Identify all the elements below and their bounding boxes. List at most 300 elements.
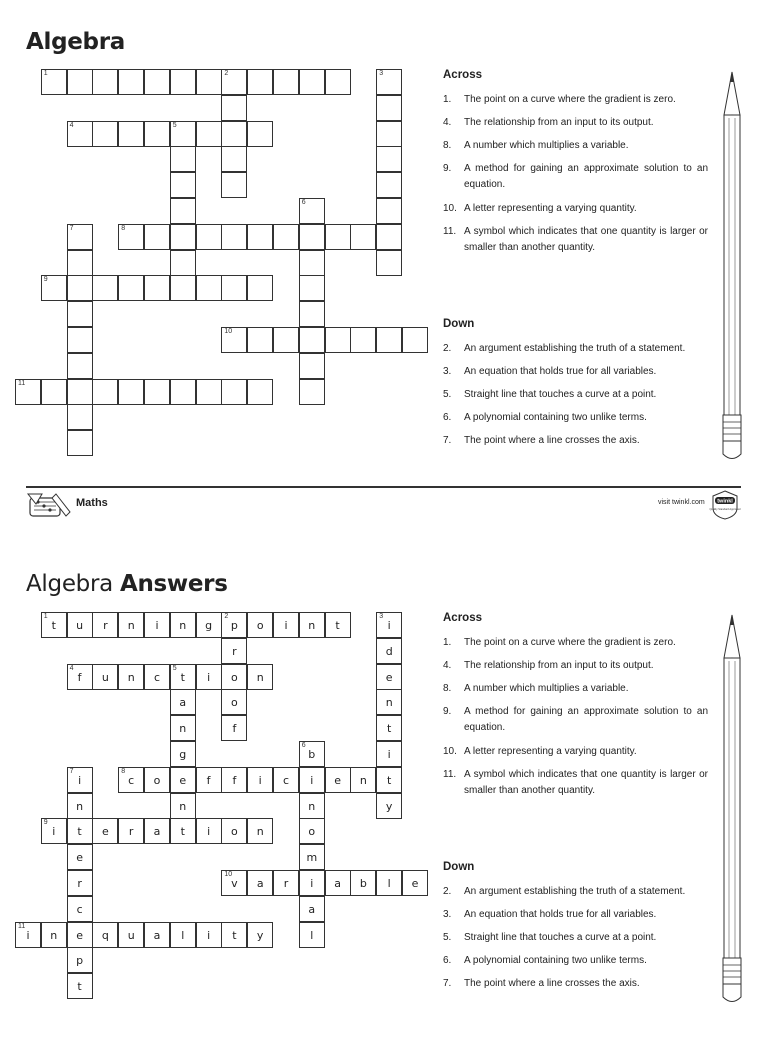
answer-letter: n	[179, 619, 187, 632]
answer-letter: i	[52, 825, 56, 839]
answer-letter: n	[308, 619, 316, 632]
clue-text: The relationship from an input to its output.	[464, 660, 654, 671]
clue-number: 9	[43, 276, 48, 284]
grid-cell	[376, 664, 402, 690]
down-clue	[443, 907, 708, 923]
across-clue	[443, 161, 708, 193]
clue-num: 1.	[443, 94, 452, 105]
answer-letter: t	[232, 928, 237, 942]
grid-cell[interactable]	[196, 121, 222, 147]
grid-cell	[67, 767, 93, 793]
grid-cell[interactable]	[67, 121, 93, 147]
answer-letter: n	[127, 619, 135, 632]
grid-cell	[118, 767, 144, 793]
grid-cell[interactable]	[196, 69, 222, 95]
answer-letter: n	[179, 799, 187, 813]
grid-cell	[196, 664, 222, 690]
grid-cell	[273, 767, 299, 793]
grid-cell[interactable]	[67, 301, 93, 327]
grid-cell[interactable]	[402, 327, 428, 353]
down-heading: Down	[443, 861, 475, 873]
grid-cell[interactable]	[247, 121, 273, 147]
clue-num: 9.	[443, 163, 452, 174]
clue-text: An equation that holds true for all variables.	[464, 909, 657, 920]
grid-cell[interactable]	[170, 121, 196, 147]
across-clue	[443, 115, 708, 131]
clue-number: 11	[18, 379, 26, 387]
grid-cell	[221, 870, 247, 896]
grid-cell[interactable]	[273, 327, 299, 353]
clue-text: Straight line that touches a curve at a point.	[464, 389, 657, 400]
down-clue	[443, 387, 708, 403]
badge-text: twinkl	[717, 498, 733, 505]
grid-cell[interactable]	[118, 275, 144, 301]
down-clue	[443, 410, 708, 426]
answer-letter: e	[76, 928, 83, 942]
grid-cell[interactable]	[376, 121, 402, 147]
grid-cell[interactable]	[15, 379, 41, 405]
grid-cell	[376, 741, 402, 767]
grid-cell[interactable]	[170, 146, 196, 172]
grid-cell[interactable]	[221, 275, 247, 301]
grid-cell	[170, 818, 196, 844]
grid-cell	[221, 689, 247, 715]
grid-cell[interactable]	[299, 275, 325, 301]
clue-number: 1	[43, 613, 48, 620]
clue-num: 6.	[443, 412, 452, 423]
grid-cell[interactable]	[221, 172, 247, 198]
clues-panel	[443, 69, 713, 459]
answer-letter: a	[179, 696, 187, 710]
answer-letter: r	[128, 825, 134, 839]
clue-number: 6	[301, 199, 306, 206]
twinkl-badge-icon	[709, 490, 741, 520]
clue-text: The relationship from an input to its output.	[464, 117, 654, 128]
grid-cell[interactable]	[376, 69, 402, 95]
grid-cell	[221, 612, 247, 638]
across-clue	[443, 635, 708, 651]
answer-letter: i	[207, 928, 211, 942]
answer-letter: i	[310, 773, 314, 787]
answer-letter: c	[282, 773, 290, 787]
grid-cell[interactable]	[247, 224, 273, 250]
grid-cell	[299, 870, 325, 896]
grid-cell[interactable]	[376, 224, 402, 250]
answer-letter: t	[335, 619, 340, 632]
subject-label: Maths	[76, 497, 108, 509]
grid-cell[interactable]	[170, 172, 196, 198]
clue-number: 2	[224, 70, 229, 77]
answer-letter: o	[231, 670, 238, 684]
grid-cell[interactable]	[67, 69, 93, 95]
grid-cell[interactable]	[41, 275, 67, 301]
grid-cell[interactable]	[144, 69, 170, 95]
grid-cell[interactable]	[325, 224, 351, 250]
clue-number: 4	[69, 664, 74, 672]
grid-cell	[299, 844, 325, 870]
grid-cell	[67, 818, 93, 844]
grid-cell	[299, 818, 325, 844]
clue-text: A letter representing a varying quantity.	[464, 746, 637, 757]
grid-cell	[350, 870, 376, 896]
grid-cell	[247, 767, 273, 793]
answer-letter: e	[76, 851, 83, 865]
grid-cell	[92, 612, 118, 638]
grid-cell	[299, 896, 325, 922]
grid-cell	[67, 793, 93, 819]
answer-letter: a	[153, 928, 161, 942]
answer-letter: c	[76, 902, 83, 916]
grid-cell	[67, 922, 93, 948]
grid-cell[interactable]	[67, 430, 93, 456]
maths-tools-icon	[26, 490, 72, 520]
grid-cell[interactable]	[221, 379, 247, 405]
grid-cell[interactable]	[299, 224, 325, 250]
pencil-icon	[718, 70, 746, 465]
grid-cell[interactable]	[67, 379, 93, 405]
answer-letter: b	[308, 748, 316, 761]
pencil-icon-answers	[718, 613, 746, 1008]
down-clue	[443, 364, 708, 380]
clue-number: 1	[43, 70, 48, 77]
grid-cell[interactable]	[67, 250, 93, 276]
grid-cell	[144, 922, 170, 948]
answer-letter: r	[77, 877, 82, 890]
answer-letter: n	[256, 825, 264, 839]
answer-letter: i	[284, 619, 288, 632]
clues-panel-answers	[443, 612, 713, 1002]
grid-cell	[144, 664, 170, 690]
answer-letter: o	[153, 773, 161, 787]
grid-cell[interactable]	[299, 250, 325, 276]
clue-num: 2.	[443, 886, 452, 897]
across-clue	[443, 744, 708, 760]
clue-text: The point on a curve where the gradient is zero.	[464, 637, 676, 648]
grid-cell	[273, 612, 299, 638]
clue-text: Straight line that touches a curve at a point.	[464, 932, 657, 943]
answer-letter: c	[128, 773, 135, 787]
page-footer	[0, 486, 768, 526]
grid-cell[interactable]	[350, 327, 376, 353]
grid-cell	[299, 612, 325, 638]
grid-cell[interactable]	[41, 379, 67, 405]
grid-cell	[67, 870, 93, 896]
clue-num: 9.	[443, 706, 452, 717]
grid-cell[interactable]	[118, 69, 144, 95]
answer-letter: i	[310, 877, 314, 890]
clue-num: 2.	[443, 343, 452, 354]
grid-cell	[92, 818, 118, 844]
clue-num: 8.	[443, 140, 452, 151]
visit-link[interactable]: visit twinkl.com	[658, 499, 705, 506]
grid-cell[interactable]	[144, 275, 170, 301]
clue-number: 6	[301, 742, 306, 749]
clue-text: The point where a line crosses the axis.	[464, 435, 640, 446]
answer-letter: e	[334, 773, 341, 787]
answer-letter: r	[283, 877, 289, 890]
grid-cell[interactable]	[92, 379, 118, 405]
across-clue	[443, 92, 708, 108]
grid-cell[interactable]	[144, 379, 170, 405]
grid-cell[interactable]	[376, 95, 402, 121]
grid-cell	[376, 870, 402, 896]
clue-number: 11	[18, 922, 26, 930]
grid-cell[interactable]	[221, 69, 247, 95]
clue-num: 7.	[443, 435, 452, 446]
grid-cell[interactable]	[221, 146, 247, 172]
grid-cell[interactable]	[376, 250, 402, 276]
answer-letter: p	[230, 619, 238, 632]
clue-num: 11.	[443, 226, 457, 237]
grid-cell	[92, 922, 118, 948]
grid-cell[interactable]	[67, 353, 93, 379]
grid-cell	[376, 715, 402, 741]
clue-text: A method for gaining an approximate solution to an equation.	[464, 706, 708, 733]
clue-num: 5.	[443, 389, 452, 400]
grid-cell[interactable]	[170, 379, 196, 405]
clue-num: 4.	[443, 660, 452, 671]
grid-cell[interactable]	[92, 69, 118, 95]
answer-letter: g	[179, 748, 187, 761]
grid-cell	[196, 818, 222, 844]
answer-letter: f	[232, 722, 237, 736]
answer-letter: i	[258, 773, 262, 787]
answer-letter: a	[308, 902, 316, 916]
grid-cell	[402, 870, 428, 896]
grid-cell	[221, 767, 247, 793]
grid-cell[interactable]	[221, 224, 247, 250]
grid-cell[interactable]	[144, 224, 170, 250]
grid-cell	[170, 767, 196, 793]
grid-cell[interactable]	[170, 198, 196, 224]
answer-letter: p	[76, 954, 84, 968]
grid-cell[interactable]	[376, 172, 402, 198]
grid-cell[interactable]	[376, 146, 402, 172]
clue-num: 10.	[443, 203, 457, 214]
grid-cell	[67, 612, 93, 638]
grid-cell[interactable]	[118, 379, 144, 405]
answer-letter: n	[76, 799, 84, 813]
clue-text: An argument establishing the truth of a statement.	[464, 343, 686, 354]
grid-cell[interactable]	[376, 327, 402, 353]
clue-number: 5	[172, 121, 177, 129]
grid-cell[interactable]	[196, 224, 222, 250]
grid-cell[interactable]	[118, 121, 144, 147]
answer-letter: t	[77, 825, 82, 839]
worksheet-title: Algebra	[26, 29, 125, 55]
grid-cell[interactable]	[221, 327, 247, 353]
grid-cell	[170, 922, 196, 948]
clue-num: 4.	[443, 117, 452, 128]
answer-letter: n	[359, 773, 367, 787]
grid-cell[interactable]	[273, 69, 299, 95]
answer-letter: a	[153, 825, 161, 839]
grid-cell	[325, 870, 351, 896]
answer-letter: y	[256, 928, 264, 942]
answer-letter: n	[179, 722, 187, 736]
clue-number: 3	[379, 613, 384, 620]
across-clue	[443, 138, 708, 154]
clue-text: A number which multiplies a variable.	[464, 140, 629, 151]
grid-cell[interactable]	[299, 353, 325, 379]
answer-letter: d	[385, 644, 393, 658]
answer-letter: i	[155, 619, 159, 632]
grid-cell[interactable]	[325, 69, 351, 95]
grid-cell[interactable]	[299, 301, 325, 327]
clue-num: 6.	[443, 955, 452, 966]
grid-cell	[247, 870, 273, 896]
grid-cell	[221, 664, 247, 690]
grid-cell[interactable]	[118, 224, 144, 250]
answer-letter: y	[385, 799, 393, 813]
clue-text: A symbol which indicates that one quantity is larger or smaller than another quantity.	[464, 769, 708, 796]
answer-letter: n	[256, 670, 264, 684]
answer-letter: i	[387, 619, 391, 632]
answer-letter: i	[207, 670, 211, 684]
clue-text: A polynomial containing two unlike terms.	[464, 955, 647, 966]
grid-cell	[144, 818, 170, 844]
grid-cell[interactable]	[92, 275, 118, 301]
clue-num: 11.	[443, 769, 457, 780]
clue-num: 7.	[443, 978, 452, 989]
across-clue	[443, 767, 708, 799]
grid-cell	[67, 844, 93, 870]
grid-cell[interactable]	[196, 275, 222, 301]
clue-num: 1.	[443, 637, 452, 648]
across-heading: Across	[443, 69, 482, 81]
down-clue	[443, 976, 708, 992]
grid-cell	[247, 612, 273, 638]
grid-cell	[67, 664, 93, 690]
grid-cell[interactable]	[170, 275, 196, 301]
grid-cell[interactable]	[376, 198, 402, 224]
grid-cell[interactable]	[221, 121, 247, 147]
grid-cell[interactable]	[247, 379, 273, 405]
grid-cell	[118, 922, 144, 948]
down-clue	[443, 433, 708, 449]
grid-cell[interactable]	[299, 379, 325, 405]
grid-cell	[170, 664, 196, 690]
answer-letter: t	[77, 980, 82, 994]
answer-letter: f	[77, 670, 82, 684]
answer-letter: t	[387, 722, 392, 736]
clue-text: A letter representing a varying quantity.	[464, 203, 637, 214]
grid-cell	[170, 793, 196, 819]
grid-cell[interactable]	[144, 121, 170, 147]
clue-num: 8.	[443, 683, 452, 694]
grid-cell[interactable]	[170, 224, 196, 250]
grid-cell	[196, 922, 222, 948]
answer-letter: n	[308, 799, 316, 813]
grid-cell	[350, 767, 376, 793]
clue-num: 3.	[443, 909, 452, 920]
answer-letter: r	[103, 619, 108, 632]
clue-text: The point where a line crosses the axis.	[464, 978, 640, 989]
clue-number: 2	[224, 613, 229, 620]
clue-text: An equation that holds true for all variables.	[464, 366, 657, 377]
grid-cell	[170, 715, 196, 741]
clue-num: 10.	[443, 746, 457, 757]
grid-cell[interactable]	[247, 69, 273, 95]
grid-cell	[221, 818, 247, 844]
answer-letter: g	[205, 619, 213, 632]
clue-number: 8	[121, 767, 126, 775]
grid-cell	[273, 870, 299, 896]
grid-cell	[376, 638, 402, 664]
grid-cell	[376, 689, 402, 715]
grid-cell[interactable]	[299, 327, 325, 353]
grid-cell	[299, 767, 325, 793]
answer-letter: l	[310, 928, 314, 942]
badge-sub-text: Quality Standard Approved	[709, 508, 741, 511]
grid-cell[interactable]	[41, 69, 67, 95]
grid-cell	[376, 793, 402, 819]
grid-cell	[221, 922, 247, 948]
grid-cell[interactable]	[67, 224, 93, 250]
grid-cell	[118, 664, 144, 690]
grid-cell[interactable]	[299, 69, 325, 95]
grid-cell	[41, 818, 67, 844]
grid-cell	[299, 741, 325, 767]
grid-cell[interactable]	[67, 404, 93, 430]
clue-text: A polynomial containing two unlike terms.	[464, 412, 647, 423]
answer-letter: e	[385, 670, 393, 684]
clue-num: 5.	[443, 932, 452, 943]
grid-cell	[92, 664, 118, 690]
grid-cell	[170, 741, 196, 767]
grid-cell	[221, 638, 247, 664]
clue-num: 3.	[443, 366, 452, 377]
answer-letter: i	[26, 928, 30, 942]
clue-number: 7	[69, 767, 74, 775]
grid-cell[interactable]	[196, 379, 222, 405]
across-clue	[443, 201, 708, 217]
down-clue	[443, 930, 708, 946]
grid-cell[interactable]	[247, 327, 273, 353]
grid-cell[interactable]	[325, 327, 351, 353]
grid-cell[interactable]	[67, 327, 93, 353]
grid-cell[interactable]	[350, 224, 376, 250]
answer-letter: m	[306, 851, 318, 865]
answer-letter: n	[50, 928, 58, 942]
grid-cell[interactable]	[299, 198, 325, 224]
answer-letter: i	[78, 773, 82, 787]
grid-cell	[118, 818, 144, 844]
clue-text: A symbol which indicates that one quantity is larger or smaller than another quantity.	[464, 226, 708, 253]
answer-letter: u	[101, 670, 109, 684]
answer-letter: o	[231, 825, 238, 839]
grid-cell[interactable]	[170, 250, 196, 276]
clue-number: 10	[224, 871, 233, 878]
grid-cell[interactable]	[273, 224, 299, 250]
grid-cell	[299, 922, 325, 948]
answer-letter: f	[206, 773, 211, 787]
grid-cell[interactable]	[221, 95, 247, 121]
grid-cell[interactable]	[247, 275, 273, 301]
grid-cell[interactable]	[170, 69, 196, 95]
across-heading: Across	[443, 612, 482, 624]
grid-cell	[67, 947, 93, 973]
grid-cell	[196, 612, 222, 638]
answer-letter: o	[308, 825, 316, 839]
grid-cell	[196, 767, 222, 793]
grid-cell	[144, 612, 170, 638]
answer-letter: c	[153, 670, 161, 684]
answer-letter: e	[411, 877, 419, 890]
answer-letter: a	[334, 877, 341, 890]
grid-cell[interactable]	[67, 275, 93, 301]
grid-cell[interactable]	[92, 121, 118, 147]
